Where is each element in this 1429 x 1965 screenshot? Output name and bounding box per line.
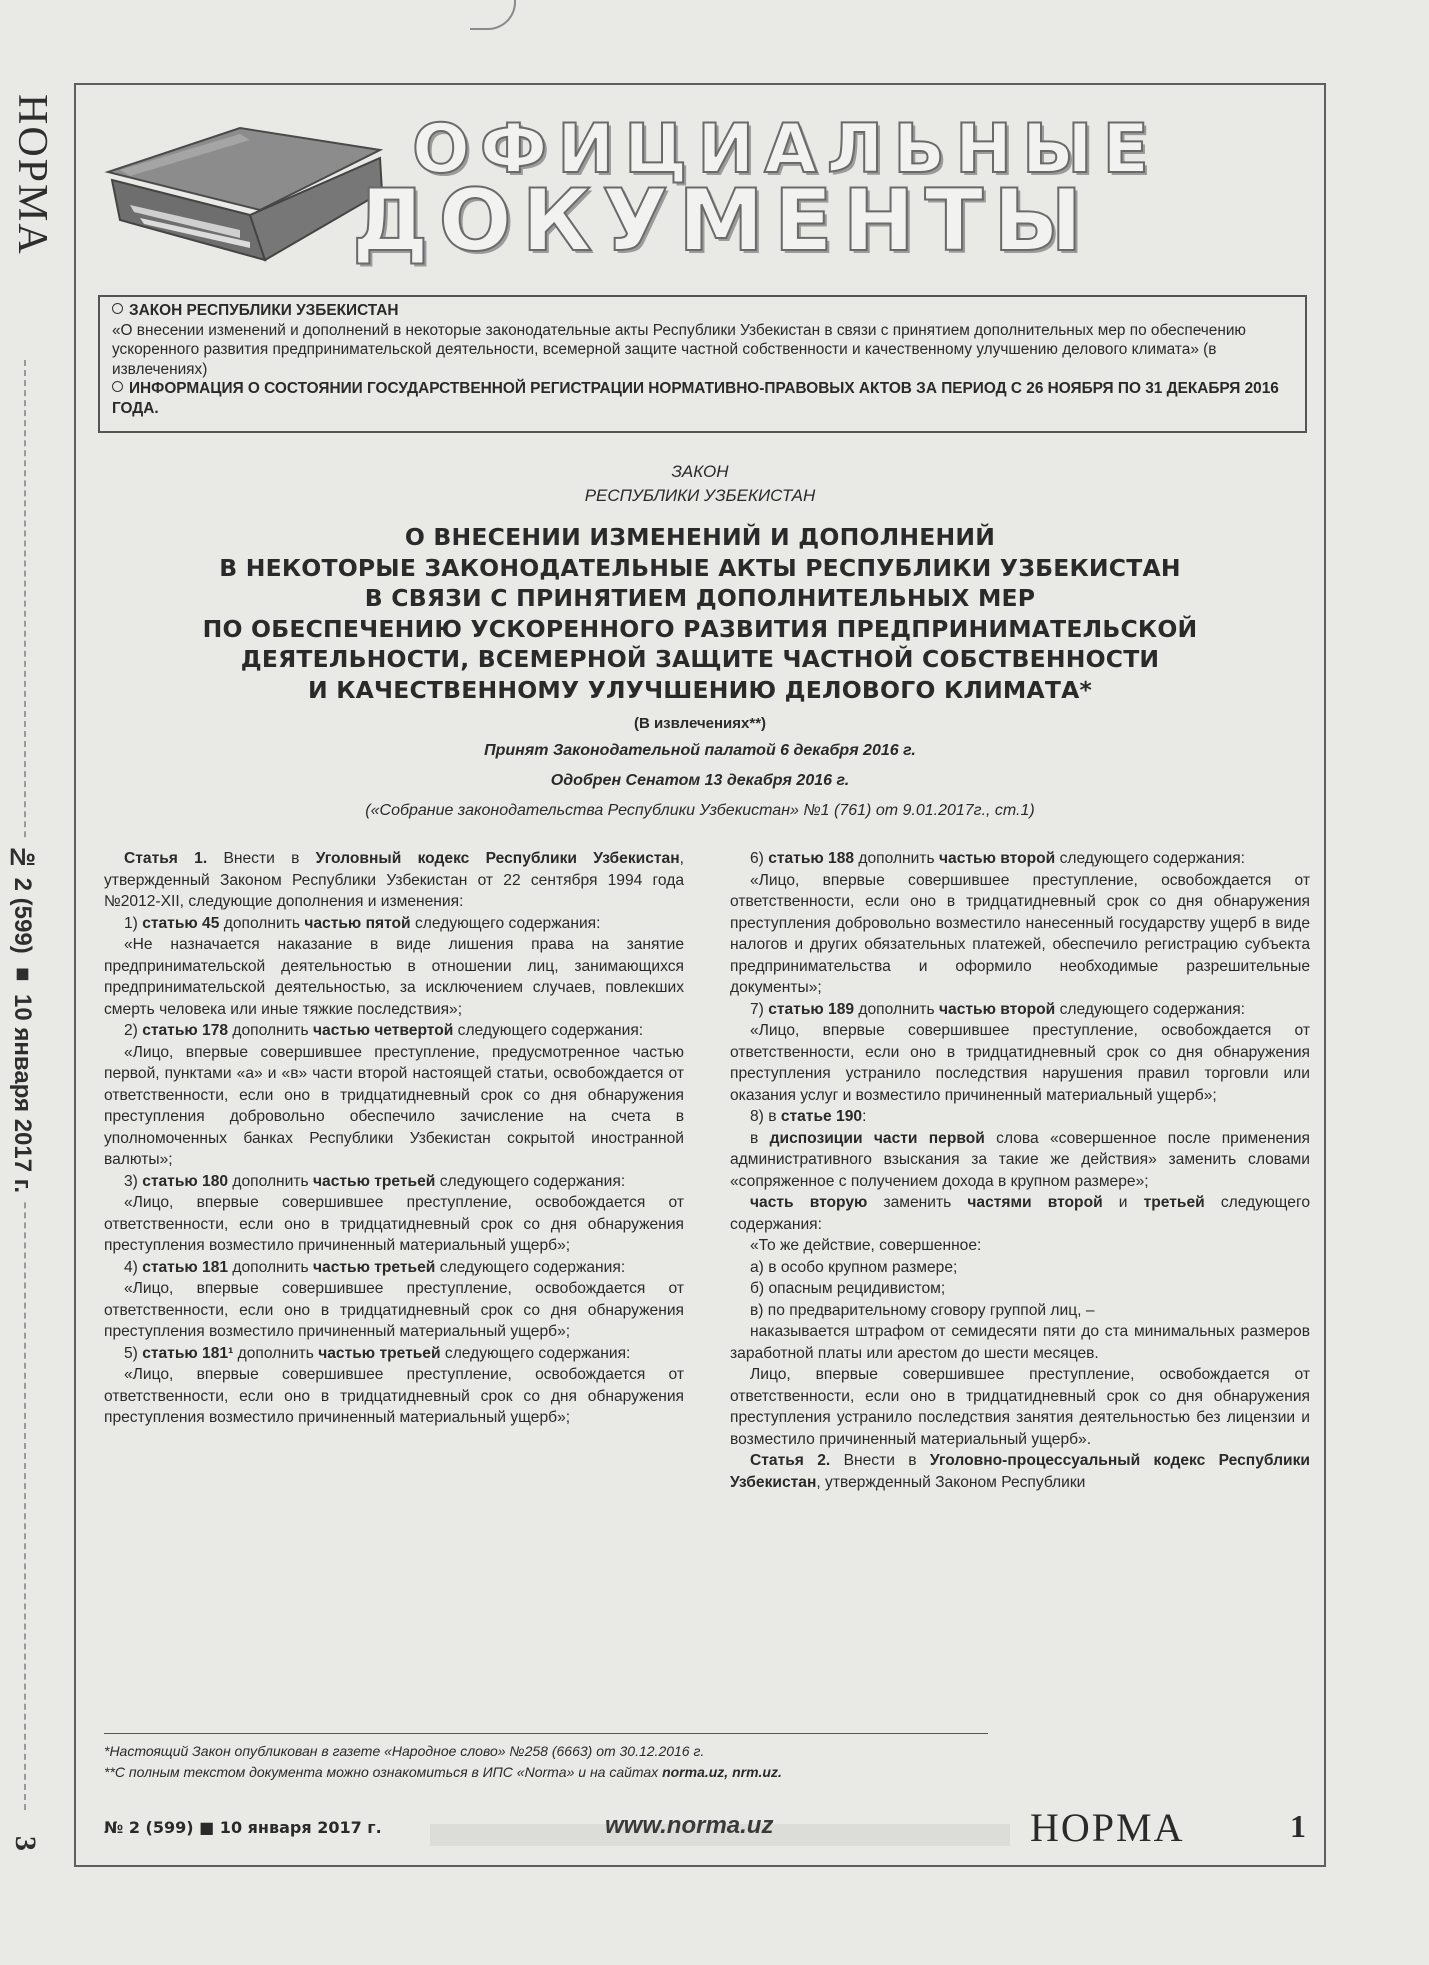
footnotes xyxy=(104,1741,782,1783)
bold-run: статье 190 xyxy=(780,1108,863,1125)
text-run: следующего содержания: xyxy=(453,1022,644,1039)
paragraph xyxy=(730,848,1310,870)
paragraph xyxy=(730,999,1310,1021)
text-run: 2) xyxy=(124,1022,143,1039)
paragraph xyxy=(104,1257,684,1279)
law-title-line: ДЕЯТЕЛЬНОСТИ, ВСЕМЕРНОЙ ЗАЩИТЕ ЧАСТНОЙ СОБСТВЕННОСТИ xyxy=(240,645,1160,673)
text-run: 6) xyxy=(750,850,769,867)
law-title-line: О ВНЕСЕНИИ ИЗМЕНЕНИЙ И ДОПОЛНЕНИЙ xyxy=(404,523,996,551)
side-spine xyxy=(0,0,55,1965)
bold-run: частью второй xyxy=(938,1000,1056,1018)
text-run: «Лицо, впервые совершившее преступление, освобождается от ответственности, если оно в тридцатидневный срок со дня обнаружения преступления возместило причиненный материальный ущерб»; xyxy=(104,1194,684,1254)
footer-website-link[interactable]: www.norma.uz xyxy=(605,1812,774,1839)
text-run: следующего содержания: xyxy=(1055,850,1246,867)
footnote-1: *Настоящий Закон опубликован в газете «Народное слово» №258 (6663) от 30.12.2016 г. xyxy=(104,1743,705,1759)
text-run: слова «совершенное после применения административного взыскания за такие же действия» заменить словами «сопряженное с получением дохода в крупном размере»; xyxy=(730,1129,1311,1190)
paragraph xyxy=(104,1364,684,1429)
punch-hole-mark xyxy=(470,0,516,30)
paragraph xyxy=(730,1450,1310,1493)
text-run: дополнить xyxy=(228,1022,313,1039)
text-run: дополнить xyxy=(854,850,939,867)
text-run: и xyxy=(1102,1194,1144,1211)
bold-run: частью третьей xyxy=(312,1258,436,1276)
paragraph xyxy=(730,1300,1310,1322)
text-run: в xyxy=(750,1129,770,1147)
paragraph xyxy=(104,913,684,935)
footer-page-number: 1 xyxy=(1290,1808,1306,1844)
text-run: , утвержденный Законом Республики Узбекистан от 22 сентября 1994 года №2012-XII, следующие дополнения и изменения: xyxy=(104,850,684,910)
bold-run: Статья 2. xyxy=(750,1452,831,1469)
paragraph xyxy=(104,1192,684,1257)
bold-run: Уголовно-процессуальный кодекс Республики Узбекистан xyxy=(730,1452,1310,1491)
paragraph xyxy=(730,870,1310,999)
bold-run: статью 180 xyxy=(142,1172,229,1190)
text-run: наказывается штрафом от семидесяти пяти до ста минимальных размеров заработной платы или арестом до шести месяцев. xyxy=(730,1323,1310,1362)
bold-run: частью второй xyxy=(938,850,1056,867)
contents-item-2-title: ИНФОРМАЦИЯ О СОСТОЯНИИ ГОСУДАРСТВЕННОЙ РЕГИСТРАЦИИ НОРМАТИВНО-ПРАВОВЫХ АКТОВ ЗА ПЕРИОД С 26 НОЯБРЯ ПО 31 ДЕКАБРЯ 2016 ГОДА. xyxy=(112,380,1279,417)
law-title-line: И КАЧЕСТВЕННОМУ УЛУЧШЕНИЮ ДЕЛОВОГО КЛИМАТА* xyxy=(307,675,1093,704)
side-issue-date: № 2 (599) ■ 10 января 2017 г. xyxy=(8,838,36,1199)
text-run: следующего содержания: xyxy=(410,914,601,932)
bullet-circle-icon xyxy=(112,381,123,392)
bold-run: Уголовный кодекс Республики Узбекистан xyxy=(315,850,680,867)
text-run: 5) xyxy=(124,1344,143,1362)
paragraph xyxy=(104,1042,684,1171)
masthead-line-1: ОФИЦИАЛЬНЫЕ xyxy=(412,110,1159,189)
footer-issue-date: № 2 (599) ■ 10 января 2017 г. xyxy=(104,1818,382,1837)
bold-run: диспозиции части первой xyxy=(769,1129,985,1147)
footnote-divider xyxy=(104,1733,988,1734)
paragraph xyxy=(730,1192,1310,1235)
paragraph xyxy=(104,1171,684,1193)
text-run: дополнить xyxy=(219,914,305,932)
paragraph xyxy=(730,1321,1310,1364)
side-title: НОРМА xyxy=(8,88,56,262)
text-run: : xyxy=(862,1108,867,1125)
text-run: дополнить xyxy=(228,1258,313,1276)
bold-run: частью третьей xyxy=(312,1172,436,1190)
bold-run: частями второй xyxy=(967,1194,1103,1211)
approved-line: Одобрен Сенатом 13 декабря 2016 г. xyxy=(550,772,850,789)
law-label: ЗАКОН xyxy=(671,462,729,481)
text-run: , утвержденный Законом Республики xyxy=(816,1473,1086,1491)
paragraph xyxy=(104,1278,684,1343)
text-run: 1) xyxy=(124,914,143,932)
bold-run: статью 45 xyxy=(142,914,220,932)
masthead-line-2: ДОКУМЕНТЫ xyxy=(352,171,1093,271)
bold-run: частью пятой xyxy=(304,914,411,932)
law-country: РЕСПУБЛИКИ УЗБЕКИСТАН xyxy=(584,486,816,505)
text-run: дополнить xyxy=(233,1344,319,1362)
text-run: «Лицо, впервые совершившее преступление, освобождается от ответственности, если оно в тридцатидневный срок со дня обнаружения преступления возместило причиненный материальный ущерб»; xyxy=(104,1280,684,1340)
text-run: а) в особо крупном размере; xyxy=(750,1258,958,1276)
text-run: дополнить xyxy=(228,1172,313,1190)
footnote-2 xyxy=(104,1762,782,1783)
contents-item-1-text: «О внесении изменений и дополнений в некоторые законодательные акты Республики Узбекистан в связи с принятием дополнительных мер по обеспечению ускоренного развития предпринимательской деятельности, всемерной защите частной собственности и качественному улучшению делового климата» (в извлечениях) xyxy=(112,321,1246,378)
contents-item-1-title: ЗАКОН РЕСПУБЛИКИ УЗБЕКИСТАН xyxy=(129,302,399,319)
contents-box xyxy=(98,295,1307,433)
text-run: «То же действие, совершенное: xyxy=(750,1237,982,1254)
footer-logo: НОРМА xyxy=(1030,1805,1185,1850)
law-header xyxy=(120,460,1280,820)
text-run: «Лицо, впервые совершившее преступление, освобождается от ответственности, если оно в тридцатидневный срок со дня обнаружения преступления возместило причиненный материальный ущерб»; xyxy=(104,1366,684,1426)
bold-run: частью четвертой xyxy=(312,1022,454,1039)
paragraph xyxy=(730,1235,1310,1257)
law-title-line: В СВЯЗИ С ПРИНЯТИЕМ ДОПОЛНИТЕЛЬНЫХ МЕР xyxy=(364,584,1036,612)
excerpt-note: (В извлечениях**) xyxy=(633,715,767,732)
bold-run: Статья 1. xyxy=(124,850,208,867)
text-run: «Лицо, впервые совершившее преступление, предусмотренное частью первой, пунктами «а» и «в» части второй настоящей статьи, освобождается от ответственности, если оно в тридцатидневный срок со дня обнаружения преступления добровольно обеспечило зачисление на счета в уполномоченных банках Республики Узбекистан сокрытой иностранной валюты»; xyxy=(104,1043,684,1168)
paragraph xyxy=(730,1364,1310,1450)
text-run: 3) xyxy=(124,1172,143,1190)
text-run: заменить xyxy=(867,1194,968,1211)
bullet-circle-icon xyxy=(112,303,123,314)
paragraph xyxy=(730,1128,1310,1193)
text-run: Внести в xyxy=(830,1452,930,1469)
text-run: следующего содержания: xyxy=(435,1258,626,1276)
right-column xyxy=(730,848,1310,1493)
bold-run: статью 188 xyxy=(768,850,855,867)
document-folder-icon xyxy=(90,110,390,265)
bold-run: статью 181 xyxy=(142,1258,229,1276)
text-run: Внести в xyxy=(207,850,316,867)
text-run: 4) xyxy=(124,1258,143,1276)
bold-run: частью третьей xyxy=(318,1344,441,1362)
text-run: 8) в xyxy=(750,1108,781,1125)
text-run: Лицо, впервые совершившее преступление, освобождается от ответственности, если оно в тридцатидневный срок со дня обнаружения преступления устранило последствия занятия деятельностью без лицензии и возместило причиненный материальный ущерб». xyxy=(730,1366,1310,1448)
bold-run: статью 189 xyxy=(768,1000,855,1018)
bold-run: статью 181¹ xyxy=(142,1344,234,1362)
paragraph xyxy=(730,1106,1310,1128)
contents-item-2 xyxy=(112,379,1293,418)
section-masthead xyxy=(352,110,1307,271)
text-run: следующего содержания: xyxy=(730,1194,1310,1233)
paragraph xyxy=(730,1020,1310,1106)
contents-item-1 xyxy=(112,301,1293,321)
text-run: «Лицо, впервые совершившее преступление, освобождается от ответственности, если оно в тридцатидневный срок со дня обнаружения преступления добровольно возместило нанесенный государству ущерб в виде налогов и других обязательных платежей, обеспечило регистрацию субъекта предпринимательства и оформило необходимые разрешительные документы»; xyxy=(730,871,1310,996)
footnote-2-text: **С полным текстом документа можно ознакомиться в ИПС «Norma» и на сайтах xyxy=(104,1764,663,1780)
bold-run: часть вторую xyxy=(750,1194,868,1211)
paragraph xyxy=(104,1343,684,1365)
text-run: б) опасным рецидивистом; xyxy=(750,1280,946,1297)
text-run: в) по предварительному сговору группой лиц, – xyxy=(750,1301,1095,1319)
footnote-2-sites[interactable]: norma.uz, nrm.uz. xyxy=(662,1764,782,1780)
text-run: дополнить xyxy=(854,1000,939,1018)
text-run: «Не назначается наказание в виде лишения права на занятие предпринимательской деятельностью в отношении лиц, занимающихся предпринимательской деятельностью, за исключением случаев, повлекших смерть человека или иные тяжкие последствия»; xyxy=(104,936,684,1018)
adopted-line: Принят Законодательной палатой 6 декабря 2016 г. xyxy=(484,742,916,759)
left-column xyxy=(104,848,684,1429)
paragraph xyxy=(104,1020,684,1042)
law-title xyxy=(120,522,1280,705)
paragraph xyxy=(730,1278,1310,1300)
collection-reference: («Собрание законодательства Республики Узбекистан» №1 (761) от 9.01.2017г., ст.1) xyxy=(365,802,1035,819)
text-run: «Лицо, впервые совершившее преступление, освобождается от ответственности, если оно в тридцатидневный срок со дня обнаружения преступления устранило последствия нарушения правил торговли или оказания услуг и возместило причиненный материальный ущерб»; xyxy=(730,1022,1310,1104)
paragraph xyxy=(104,848,684,913)
law-title-line: В НЕКОТОРЫЕ ЗАКОНОДАТЕЛЬНЫЕ АКТЫ РЕСПУБЛИКИ УЗБЕКИСТАН xyxy=(219,553,1181,582)
bold-run: третьей xyxy=(1143,1194,1205,1211)
bold-run: статью 178 xyxy=(142,1022,229,1039)
paragraph xyxy=(730,1257,1310,1279)
text-run: следующего содержания: xyxy=(440,1344,631,1362)
text-run: следующего содержания: xyxy=(435,1172,626,1190)
law-title-line: ПО ОБЕСПЕЧЕНИЮ УСКОРЕННОГО РАЗВИТИЯ ПРЕДПРИНИМАТЕЛЬСКОЙ xyxy=(202,614,1198,643)
text-run: следующего содержания: xyxy=(1055,1000,1246,1018)
text-run: 7) xyxy=(750,1000,769,1018)
side-page-number: 3 xyxy=(8,1830,42,1857)
paragraph xyxy=(104,934,684,1020)
